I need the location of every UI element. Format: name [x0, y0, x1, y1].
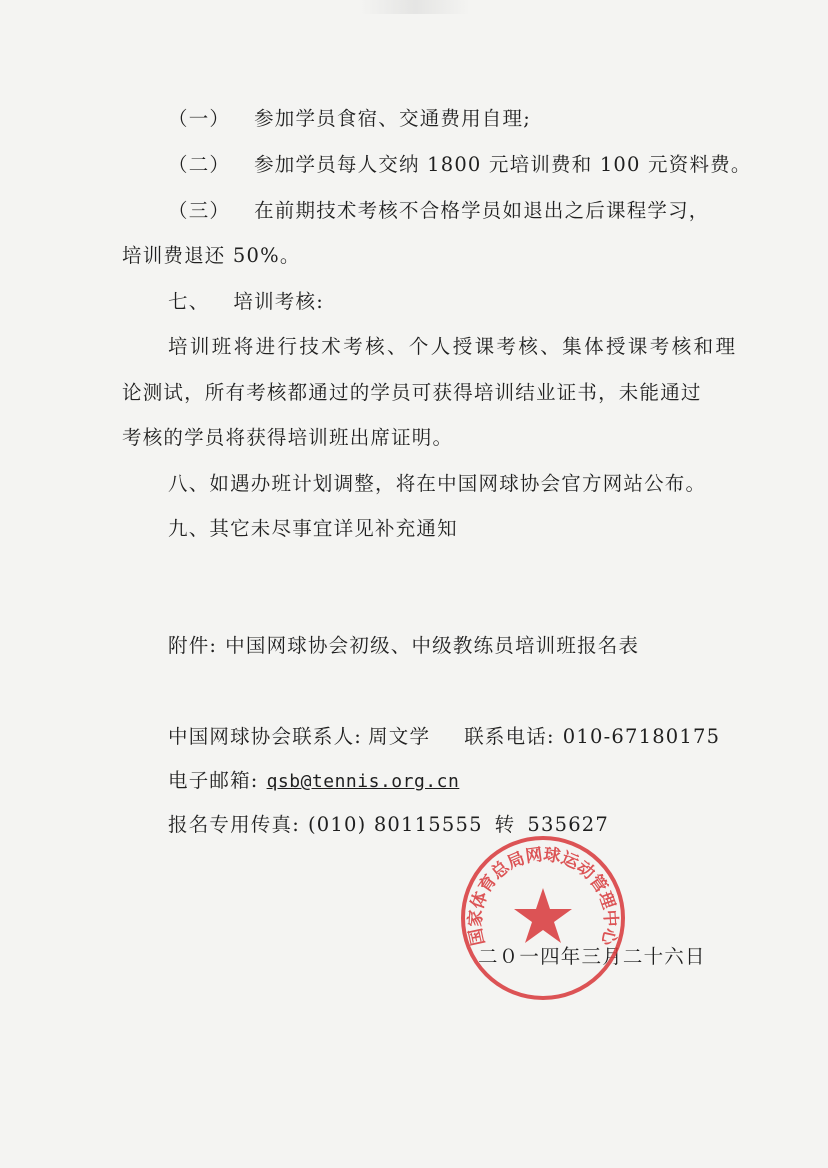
contact-person-name: 周文学: [368, 725, 431, 748]
item-1-marker: （一）: [168, 107, 231, 130]
fax-number: (010) 80115555: [307, 813, 483, 836]
seal-star: [514, 888, 572, 943]
item-3: [168, 198, 710, 224]
email-label: 电子邮箱:: [168, 769, 259, 792]
section-7-heading: [168, 289, 324, 315]
item-2-marker: （二）: [168, 153, 231, 176]
contact-person-line: [168, 724, 720, 750]
item-3-text: 在前期技术考核不合格学员如退出之后课程学习，: [254, 199, 710, 222]
contact-person-label: 中国网球协会联系人:: [168, 725, 363, 748]
section-8: 八、如遇办班计划调整，将在中国网球协会官方网站公布。: [168, 472, 707, 495]
seal-text-path: 国家体育总局网球运动管理中心: [465, 844, 621, 948]
item-1-text: 参加学员食宿、交通费用自理;: [254, 107, 531, 130]
fax-ext: 535627: [527, 813, 610, 836]
section-7-title: 培训考核:: [233, 290, 324, 313]
section-9: 九、其它未尽事宜详见补充通知: [168, 517, 458, 540]
fax-label: 报名专用传真:: [168, 813, 300, 836]
item-3-continuation: 培训费退还 50%。: [122, 244, 301, 267]
attachment-text: 中国网球协会初级、中级教练员培训班报名表: [225, 634, 640, 657]
contact-phone-label: 联系电话:: [464, 725, 555, 748]
email-line: [168, 768, 459, 795]
document-date: 二０一四年三月二十六日: [478, 945, 706, 968]
item-2-text: 参加学员每人交纳 1800 元培训费和 100 元资料费。: [254, 153, 752, 176]
section-7-line-3: 考核的学员将获得培训班出席证明。: [122, 426, 454, 449]
section-7-line-2: 论测试，所有考核都通过的学员可获得培训结业证书，未能通过: [122, 381, 702, 404]
attachment-line: [168, 633, 639, 659]
attachment-label: 附件:: [168, 634, 218, 657]
contact-phone: 010-67180175: [562, 725, 721, 748]
email-link[interactable]: qsb@tennis.org.cn: [266, 771, 460, 792]
item-1: [168, 106, 531, 132]
fax-ext-label: 转: [494, 813, 516, 836]
scan-artifact: [360, 0, 470, 14]
section-7-line-1: 培训班将进行技术考核、个人授课考核、集体授课考核和理: [168, 335, 738, 358]
official-seal: [458, 833, 628, 1003]
item-3-marker: （三）: [168, 199, 231, 222]
section-7-number: 七、: [168, 290, 210, 313]
item-2: [168, 152, 752, 178]
